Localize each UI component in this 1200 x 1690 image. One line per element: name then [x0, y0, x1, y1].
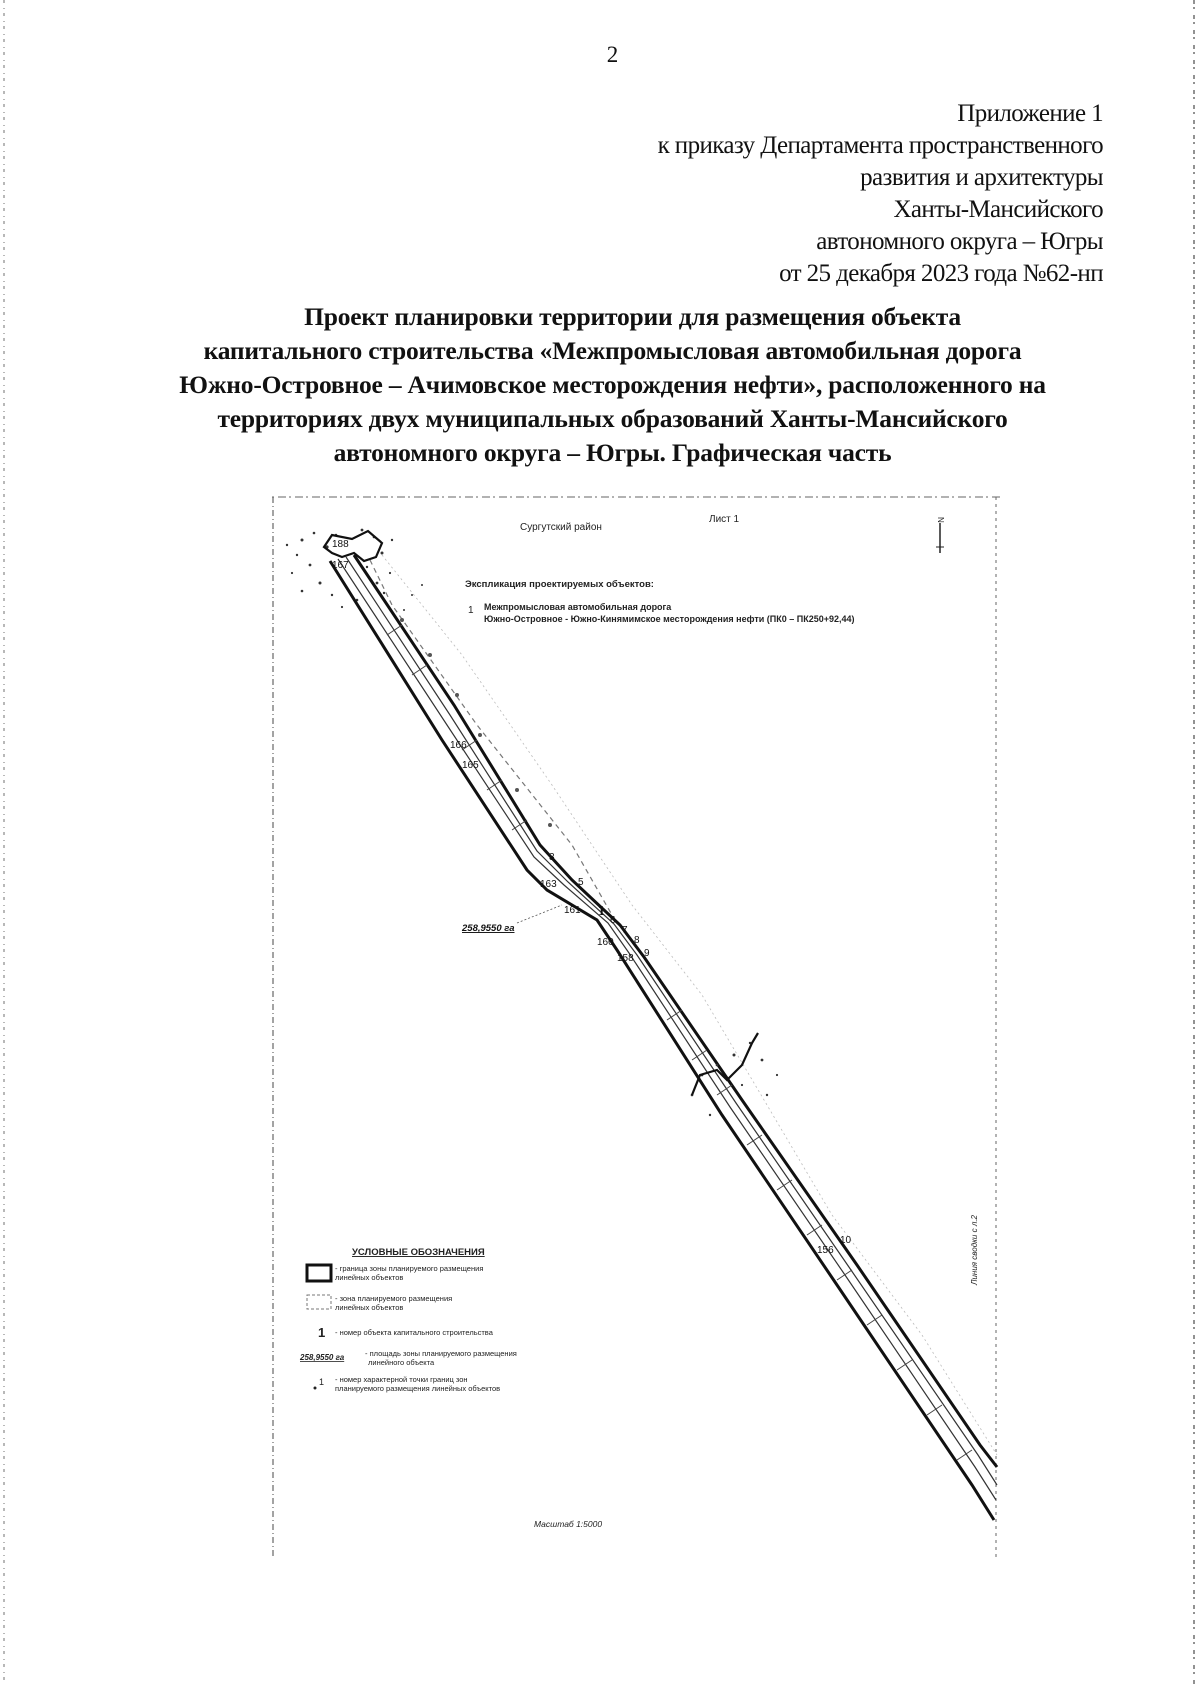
- title-line: автономного округа – Югры. Графическая часть: [333, 438, 892, 467]
- legend-object-symbol: 1: [318, 1325, 326, 1340]
- map-scale: Масштаб 1:5000: [534, 1519, 603, 1529]
- appendix-line: к приказу Департамента пространственного: [657, 132, 1103, 159]
- sheet-label: Лист 1: [709, 514, 740, 525]
- planning-map: [272, 495, 1000, 1560]
- point-label: 165: [462, 760, 479, 771]
- point-label: 158: [617, 953, 634, 964]
- mid-area-dots: [691, 1042, 778, 1116]
- appendix-line: автономного округа – Югры: [816, 228, 1103, 255]
- map-legend: [299, 1247, 517, 1393]
- explication-item-number: 1: [468, 605, 474, 616]
- point-label: 163: [540, 879, 557, 890]
- point-label: 188: [332, 539, 349, 550]
- point-label: 166: [450, 740, 467, 751]
- svg-text:N: N: [936, 517, 945, 523]
- map-frame: [272, 497, 1000, 1558]
- point-label: 7: [622, 925, 628, 936]
- legend-boundary-symbol: [307, 1265, 331, 1281]
- appendix-line: Ханты-Мансийского: [893, 196, 1103, 223]
- scan-edge-right: [1188, 0, 1200, 1685]
- district-label: Сургутский район: [520, 522, 602, 533]
- document-title: [100, 300, 1125, 470]
- point-label: 160: [597, 937, 614, 948]
- thin-survey-line: [382, 555, 997, 1455]
- point-label: 3: [549, 852, 555, 863]
- legend-planned-zone-symbol: [307, 1295, 331, 1309]
- point-label: 156: [817, 1245, 834, 1256]
- appendix-date-line: от 25 декабря 2023 года №62-нп: [779, 260, 1103, 287]
- legend-area-symbol: 258,9550 га: [300, 1353, 345, 1362]
- legend-heading: УСЛОВНЫЕ ОБОЗНАЧЕНИЯ: [352, 1247, 485, 1258]
- title-line: капитального строительства «Межпромысловая автомобильная дорога: [203, 336, 1022, 365]
- legend-point-text: - номер характерной точки границ зон: [335, 1375, 468, 1384]
- area-callout-leader: [517, 905, 562, 923]
- legend-boundary-text: линейных объектов: [335, 1273, 404, 1282]
- point-label: 9: [644, 948, 650, 959]
- explication-heading: Экспликация проектируемых объектов:: [465, 579, 654, 590]
- point-label: 161: [564, 905, 581, 916]
- legend-point-dot: [314, 1387, 317, 1390]
- legend-area-text: - площадь зоны планируемого размещения: [365, 1349, 517, 1358]
- page-number: 2: [606, 42, 619, 67]
- explication-item-line2: Южно-Островное - Южно-Кинямимское месторождения нефти (ПК0 – ПК250+92,44): [484, 614, 855, 624]
- legend-area-text: линейного объекта: [368, 1358, 435, 1367]
- title-line: Южно-Островное – Ачимовское месторождения нефти», расположенного на: [179, 370, 1046, 399]
- scan-edge-left: [0, 0, 10, 1685]
- explication-item-line1: Межпромысловая автомобильная дорога: [484, 602, 672, 612]
- north-arrow-icon: [936, 517, 945, 553]
- legend-object-text: - номер объекта капитального строительства: [335, 1328, 493, 1337]
- legend-planned-zone-text: - зона планируемого размещения: [335, 1294, 453, 1303]
- legend-point-symbol: 1: [319, 1377, 325, 1387]
- appendix-header: [658, 98, 1103, 290]
- explication-block: [465, 579, 855, 624]
- point-label: 167: [332, 560, 349, 571]
- point-label: 5: [578, 877, 584, 888]
- match-line-label: Линия сводки с л.2: [970, 1214, 979, 1285]
- legend-planned-zone-text: линейных объектов: [335, 1303, 404, 1312]
- point-label: 10: [840, 1235, 852, 1246]
- appendix-line: развития и архитектуры: [860, 164, 1103, 191]
- title-line: территориях двух муниципальных образований Ханты-Мансийского: [217, 404, 1008, 433]
- legend-boundary-text: - граница зоны планируемого размещения: [335, 1264, 484, 1273]
- planned-zone-dots: [400, 618, 552, 827]
- object-number-marker: 1: [598, 904, 605, 919]
- legend-point-text: планируемого размещения линейных объектов: [335, 1384, 501, 1393]
- point-label: 6: [610, 915, 616, 926]
- area-callout: 258,9550 га: [462, 923, 515, 934]
- appendix-line: Приложение 1: [957, 100, 1103, 127]
- title-line: Проект планировки территории для размещения объекта: [304, 302, 961, 331]
- point-label: 8: [634, 935, 640, 946]
- corridor-centerline-b: [346, 557, 997, 1485]
